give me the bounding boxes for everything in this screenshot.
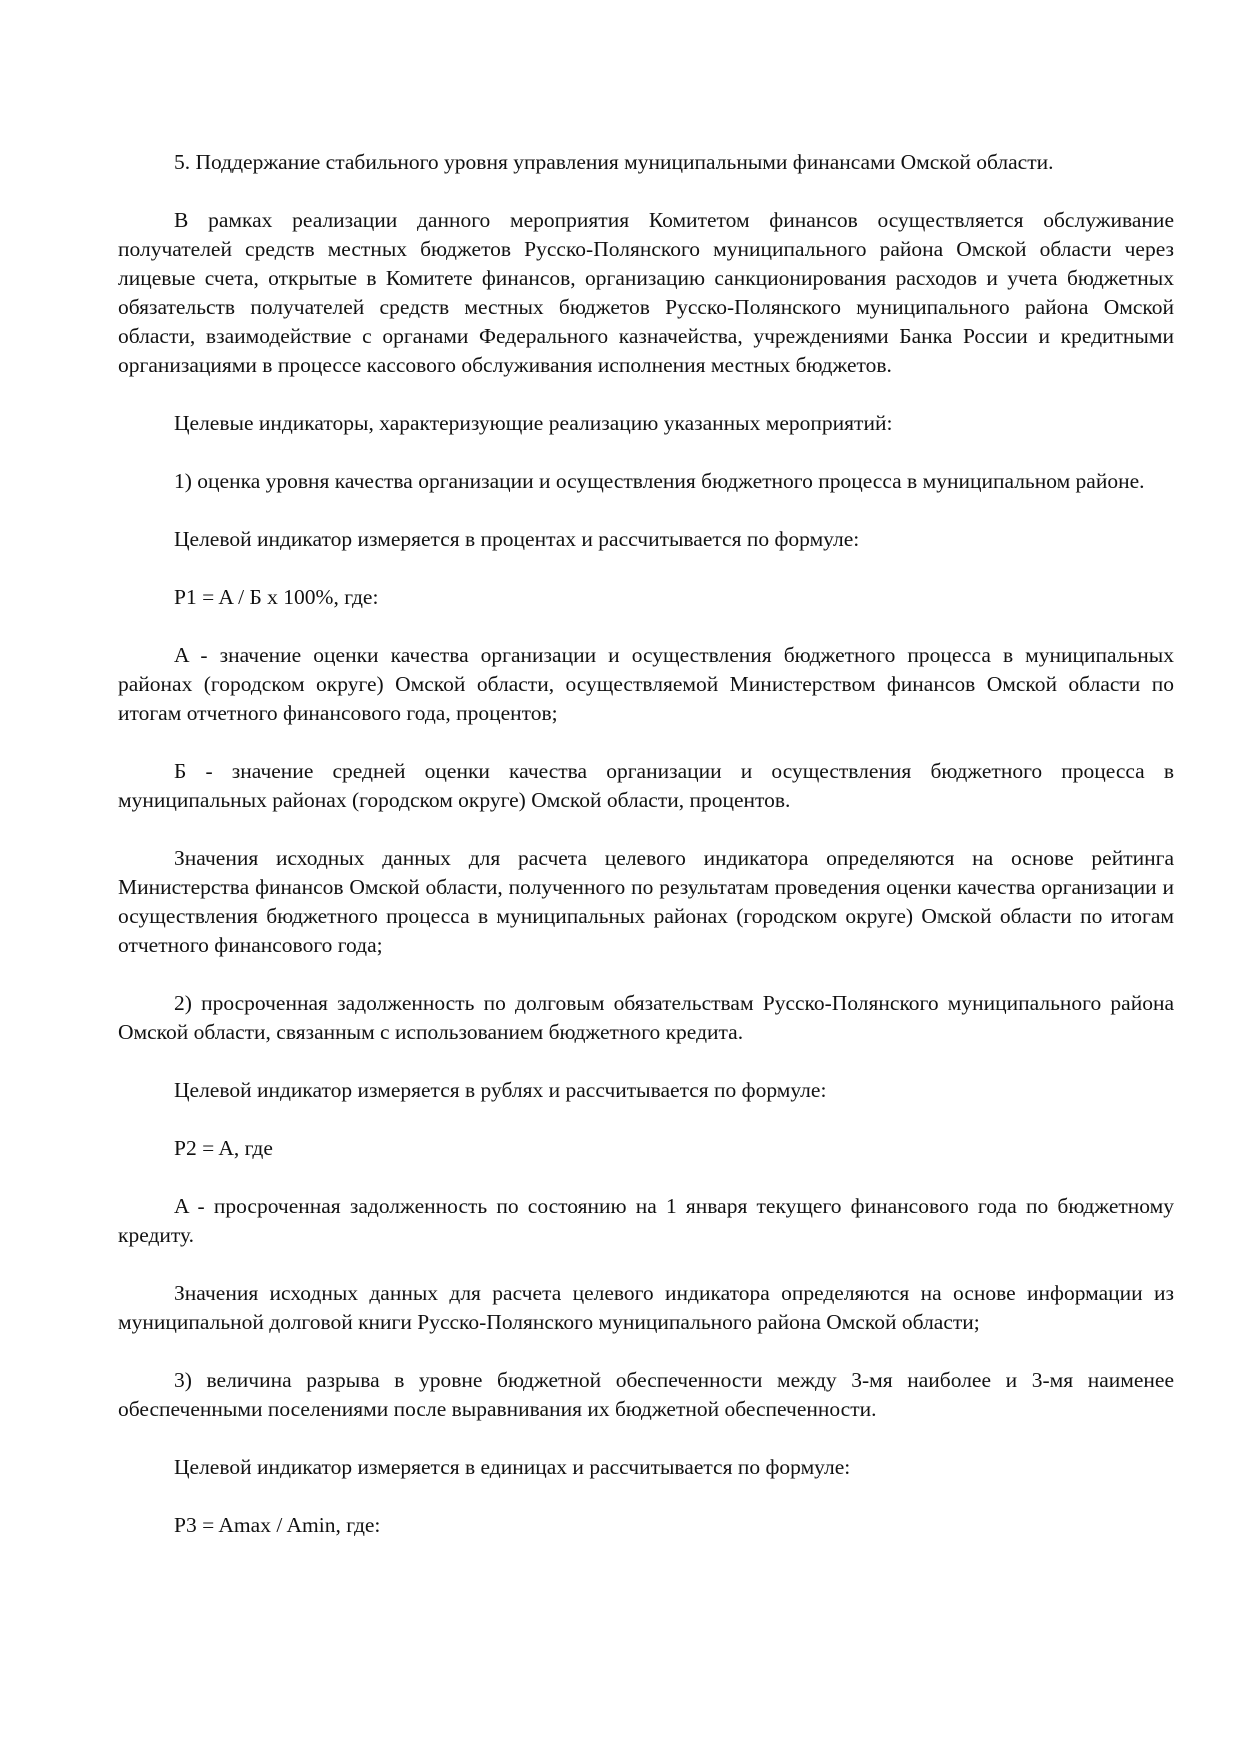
- formula-p2-var-a: A - просроченная задолженность по состоянию на 1 января текущего финансового года по бюджетному кредиту.: [118, 1194, 1174, 1247]
- indicator-3-unit: Целевой индикатор измеряется в единицах и рассчитывается по формуле:: [174, 1455, 851, 1479]
- indicator-2-unit: Целевой индикатор измеряется в рублях и рассчитывается по формуле:: [174, 1078, 827, 1102]
- indicator-1-title: 1) оценка уровня качества организации и осуществления бюджетного процесса в муниципальном районе.: [174, 469, 1145, 493]
- formula-p2: P2 = A, где: [174, 1136, 273, 1160]
- document-page: [118, 148, 1174, 1540]
- formula-p3: P3 = Amax / Amin, где:: [174, 1513, 381, 1537]
- formula-p1: P1 = A / Б x 100%, где:: [174, 585, 379, 609]
- paragraph-indicators-intro: Целевые индикаторы, характеризующие реализацию указанных мероприятий:: [174, 411, 893, 435]
- section-heading: 5. Поддержание стабильного уровня управления муниципальными финансами Омской области.: [174, 150, 1054, 174]
- indicator-1-unit: Целевой индикатор измеряется в процентах и рассчитывается по формуле:: [174, 527, 860, 551]
- paragraph-description: В рамках реализации данного мероприятия Комитетом финансов осуществляется обслуживание получателей средств местных бюджетов Русско-Полянского муниципального района Омской области через лицевые счета, открытые в Комитете финансов, организацию санкционирования расходов и учета бюджетных обязательств получателей средств местных бюджетов Русско-Полянского муниципального района Омской области, взаимодействие с органами Федерального казначейства, учреждениями Банка России и кредитными организациями в процессе кассового обслуживания исполнения местных бюджетов.: [118, 208, 1174, 377]
- indicator-1-source: Значения исходных данных для расчета целевого индикатора определяются на основе рейтинга Министерства финансов Омской области, полученного по результатам проведения оценки качества организации и осуществления бюджетного процесса в муниципальных районах (городском округе) Омской области по итогам отчетного финансового года;: [118, 846, 1174, 957]
- formula-p1-var-a: A - значение оценки качества организации и осуществления бюджетного процесса в муниципальных районах (городском округе) Омской области, осуществляемой Министерством финансов Омской области по итогам отчетного финансового года, процентов;: [118, 643, 1174, 725]
- indicator-2-title: 2) просроченная задолженность по долговым обязательствам Русско-Полянского муниципального района Омской области, связанным с использованием бюджетного кредита.: [118, 991, 1174, 1044]
- indicator-3-title: 3) величина разрыва в уровне бюджетной обеспеченности между 3-мя наиболее и 3-мя наименее обеспеченными поселениями после выравнивания их бюджетной обеспеченности.: [118, 1368, 1174, 1421]
- formula-p1-var-b: Б - значение средней оценки качества организации и осуществления бюджетного процесса в муниципальных районах (городском округе) Омской области, процентов.: [118, 759, 1174, 812]
- indicator-2-source: Значения исходных данных для расчета целевого индикатора определяются на основе информации из муниципальной долговой книги Русско-Полянского муниципального района Омской области;: [118, 1281, 1174, 1334]
